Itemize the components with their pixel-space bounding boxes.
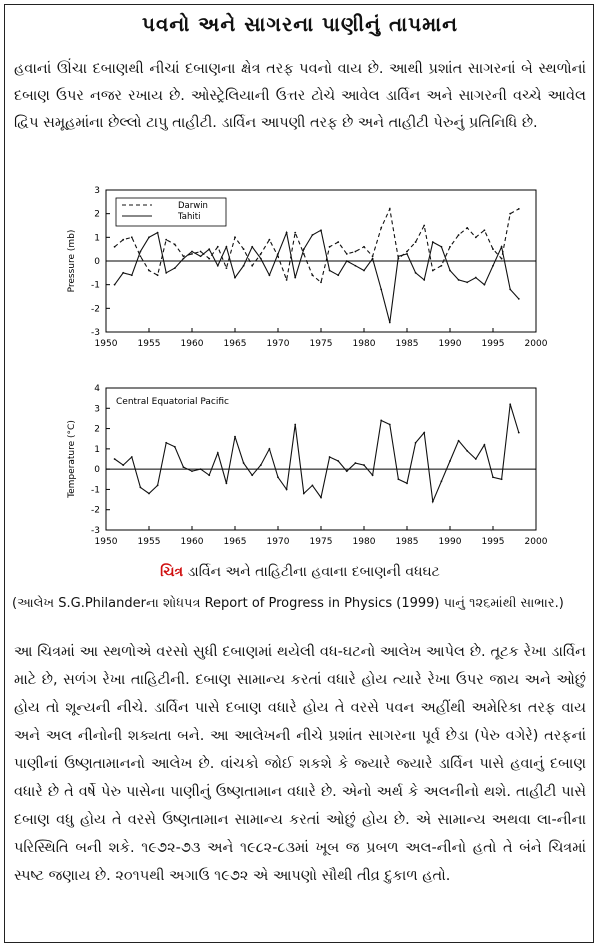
data-point <box>191 251 193 253</box>
series-line-temperature <box>115 404 519 501</box>
data-point <box>337 241 339 243</box>
plot-frame <box>106 388 536 530</box>
data-point <box>423 432 425 434</box>
data-point <box>449 270 451 272</box>
data-point <box>458 234 460 236</box>
data-point <box>518 432 520 434</box>
data-point <box>243 462 245 464</box>
data-point <box>423 279 425 281</box>
y-tick-label: 2 <box>94 424 100 435</box>
y-tick-label: -2 <box>91 304 100 315</box>
data-point <box>140 251 142 253</box>
data-point <box>501 478 503 480</box>
data-point <box>518 208 520 210</box>
data-point <box>286 232 288 234</box>
data-point <box>346 253 348 255</box>
data-point <box>329 270 331 272</box>
data-point <box>303 253 305 255</box>
data-point <box>208 258 210 260</box>
x-tick-label: 1980 <box>352 537 376 547</box>
y-tick-label: 0 <box>94 465 100 476</box>
x-tick-label: 1985 <box>395 339 419 349</box>
data-point <box>320 497 322 499</box>
data-point <box>243 265 245 267</box>
data-point <box>320 281 322 283</box>
data-point <box>415 272 417 274</box>
data-point <box>406 251 408 253</box>
data-point <box>389 322 391 324</box>
data-point <box>466 450 468 452</box>
data-point <box>234 436 236 438</box>
data-point <box>346 470 348 472</box>
data-point <box>191 253 193 255</box>
data-point <box>337 460 339 462</box>
data-point <box>398 478 400 480</box>
data-point <box>355 251 357 253</box>
data-point <box>389 424 391 426</box>
data-point <box>380 227 382 229</box>
data-point <box>320 229 322 231</box>
x-tick-label: 1995 <box>481 537 505 547</box>
data-point <box>217 265 219 267</box>
figure-caption <box>0 564 600 580</box>
data-point <box>441 265 443 267</box>
data-point <box>294 277 296 279</box>
data-point <box>372 474 374 476</box>
x-tick-label: 1970 <box>266 537 290 547</box>
data-point <box>355 462 357 464</box>
data-point <box>372 258 374 260</box>
data-point <box>346 260 348 262</box>
data-point <box>380 289 382 291</box>
data-point <box>122 272 124 274</box>
page-title: પવનો અને સાગરના પાણીનું તાપમાન <box>141 12 459 36</box>
data-point <box>398 255 400 257</box>
x-tick-label: 1965 <box>223 339 247 349</box>
data-point <box>148 270 150 272</box>
data-point <box>251 474 253 476</box>
data-point <box>312 234 314 236</box>
data-point <box>234 277 236 279</box>
x-tick-label: 2000 <box>524 339 548 349</box>
data-point <box>122 239 124 241</box>
data-point <box>475 458 477 460</box>
data-point <box>432 241 434 243</box>
chart-title: Central Equatorial Pacific <box>116 397 229 407</box>
pressure-chart <box>60 182 550 362</box>
data-point <box>501 258 503 260</box>
y-tick-label: -1 <box>91 280 100 291</box>
data-point <box>217 246 219 248</box>
data-point <box>389 208 391 210</box>
data-point <box>183 255 185 257</box>
data-point <box>277 476 279 478</box>
data-point <box>269 274 271 276</box>
data-point <box>114 458 116 460</box>
data-point <box>260 253 262 255</box>
explanation-paragraph: આ ચિત્રમાં આ સ્થળોએ વરસો સુધી દબાણમાં થયેલી વધ-ઘટનો આલેખ આપેલ છે. તૂટક રેખા ડાર્વિન માટે છે, સળંગ રેખા તાહિટીની. દબાણ સામાન્ય કરતાં વધારે હોય ત્યારે રેખા ઉપર જાય અને ઓછું હોય તો શૂન્યની નીચે. ડાર્વિન પાસે દબાણ વધારે હોય તે વરસે પવન અહીંથી અમેરિકા તરફ વાય અને અલ નીનોની શક્યતા બને. આ આલેખની નીચે પ્રશાંત સાગરના પૂર્વ છેડા (પેરુ વગેરે) તરફનાં પાણીનાં ઉષ્ણતામાનનો આલેખ છે. વાંચકો જોઈ શકશે કે જ્યારે જ્યારે ડાર્વિન પાસે હવાનું દબાણ વધારે છે તે વર્ષે પેરુ પાસેના પાણીનું ઉષ્ણતામાન વધારે છે. એનો અર્થ કે અલનીનો થશે. તાહીટી પાસે દબાણ વધુ હોય તે વરસે ઉષ્ણતામાન સામાન્ય કરતાં ઓછું હોય છે. એ સામાન્ય અથવા લા-નીના પરિસ્થિતિ બની શકે. ૧૯૭૨-૭૩ અને ૧૯૮૨-૮૩માં ખૂબ જ પ્રબળ અલ-નીનો હતો તે બંને ચિત્રમાં સ્પષ્ટ જણાય છે. ૨૦૧૫થી અગાઉ ૧૯૭૨ એ આપણો સૌથી તીવ્ર દુકાળ હતો. <box>14 644 586 884</box>
data-point <box>441 246 443 248</box>
data-point <box>355 265 357 267</box>
data-point <box>114 246 116 248</box>
data-point <box>415 241 417 243</box>
data-point <box>183 258 185 260</box>
y-tick-label: 3 <box>94 404 100 415</box>
data-point <box>200 255 202 257</box>
y-tick-label: 0 <box>94 257 100 267</box>
data-point <box>458 440 460 442</box>
x-tick-label: 1950 <box>94 537 118 547</box>
data-point <box>432 270 434 272</box>
data-point <box>131 236 133 238</box>
data-point <box>509 289 511 291</box>
data-point <box>449 460 451 462</box>
data-point <box>509 403 511 405</box>
data-point <box>449 246 451 248</box>
y-tick-label: -1 <box>91 485 100 496</box>
x-tick-label: 1995 <box>481 339 505 349</box>
data-point <box>122 464 124 466</box>
data-point <box>492 248 494 250</box>
legend-label: Darwin <box>178 201 208 211</box>
data-point <box>484 444 486 446</box>
data-point <box>423 225 425 227</box>
data-point <box>363 464 365 466</box>
data-point <box>157 274 159 276</box>
data-point <box>312 484 314 486</box>
figure-credit: (આલેખ S.G.Philanderના શોધપત્ર Report of Progress in Physics (1999) પાનું ૧૨૬માંથી સાભાર.) <box>12 596 564 611</box>
y-axis-label: Temperature (°C) <box>67 420 77 498</box>
data-point <box>484 284 486 286</box>
data-point <box>475 236 477 238</box>
x-tick-label: 1955 <box>137 339 161 349</box>
data-point <box>183 466 185 468</box>
data-point <box>475 277 477 279</box>
data-point <box>294 232 296 234</box>
data-point <box>277 253 279 255</box>
x-tick-label: 1980 <box>352 339 376 349</box>
data-point <box>492 476 494 478</box>
data-point <box>191 470 193 472</box>
temperature-chart <box>60 380 550 560</box>
data-point <box>208 474 210 476</box>
data-point <box>518 298 520 300</box>
data-point <box>208 248 210 250</box>
data-point <box>148 236 150 238</box>
x-tick-label: 1975 <box>309 339 333 349</box>
data-point <box>286 279 288 281</box>
intro-paragraph: હવાનાં ઊંચા દબાણથી નીચાં દબાણના ક્ષેત્ર તરફ પવનો વાય છે. આથી પ્રશાંત સાગરનાં બે સ્થળોનાં દબાણ ઉપર નજર રખાય છે. ઓસ્ટ્રેલિયાની ઉત્તર ટોચે આવેલ ડાર્વિન અને સાગરની વચ્ચે આવેલ દ્વિપ સમૂહમાંના છેલ્લો ટાપુ તાહીટી. ડાર્વિન આપણી તરફ છે અને તાહીટી પેરુનું પ્રતિનિધિ છે. <box>14 61 586 131</box>
data-point <box>484 229 486 231</box>
data-point <box>269 448 271 450</box>
data-point <box>509 213 511 215</box>
data-point <box>466 227 468 229</box>
data-point <box>260 464 262 466</box>
data-point <box>174 446 176 448</box>
y-axis-label: Pressure (mb) <box>67 229 77 293</box>
y-tick-label: -3 <box>91 526 100 536</box>
data-point <box>303 248 305 250</box>
x-tick-label: 1990 <box>438 339 462 349</box>
figure-label: ચિત્ર <box>160 564 184 580</box>
x-tick-label: 1990 <box>438 537 462 547</box>
data-point <box>200 468 202 470</box>
data-point <box>303 493 305 495</box>
data-point <box>415 442 417 444</box>
data-point <box>269 239 271 241</box>
data-point <box>501 246 503 248</box>
data-point <box>174 267 176 269</box>
data-point <box>243 248 245 250</box>
data-point <box>226 267 228 269</box>
data-point <box>363 246 365 248</box>
data-point <box>251 265 253 267</box>
data-point <box>492 265 494 267</box>
data-point <box>148 493 150 495</box>
legend-label: Tahiti <box>178 212 201 222</box>
data-point <box>372 255 374 257</box>
data-point <box>165 442 167 444</box>
x-tick-label: 1985 <box>395 537 419 547</box>
data-point <box>234 236 236 238</box>
data-point <box>165 272 167 274</box>
data-point <box>251 246 253 248</box>
y-tick-label: 2 <box>94 209 100 220</box>
data-point <box>140 487 142 489</box>
x-tick-label: 1950 <box>94 339 118 349</box>
data-point <box>140 255 142 257</box>
data-point <box>329 246 331 248</box>
y-tick-label: -2 <box>91 505 100 516</box>
x-tick-label: 1955 <box>137 537 161 547</box>
data-point <box>286 489 288 491</box>
figure-caption-text: ડાર્વિન અને તાહિટીના હવાના દબાણની વધઘટ <box>183 564 440 580</box>
data-point <box>380 420 382 422</box>
data-point <box>294 424 296 426</box>
data-point <box>200 251 202 253</box>
y-tick-label: 1 <box>94 444 100 455</box>
data-point <box>406 253 408 255</box>
legend-box <box>116 198 226 226</box>
x-tick-label: 1960 <box>180 537 204 547</box>
data-point <box>217 452 219 454</box>
data-point <box>174 244 176 246</box>
data-point <box>157 484 159 486</box>
data-point <box>226 482 228 484</box>
x-tick-label: 1975 <box>309 537 333 547</box>
x-tick-label: 1965 <box>223 537 247 547</box>
y-tick-label: 4 <box>94 384 100 394</box>
y-tick-label: 3 <box>94 186 100 196</box>
data-point <box>312 274 314 276</box>
data-point <box>131 274 133 276</box>
y-tick-label: 1 <box>94 233 100 244</box>
data-point <box>466 281 468 283</box>
data-point <box>329 456 331 458</box>
x-tick-label: 1970 <box>266 339 290 349</box>
data-point <box>406 482 408 484</box>
data-point <box>458 279 460 281</box>
x-tick-label: 2000 <box>524 537 548 547</box>
data-point <box>363 270 365 272</box>
data-point <box>131 456 133 458</box>
data-point <box>157 232 159 234</box>
data-point <box>226 246 228 248</box>
data-point <box>165 239 167 241</box>
data-point <box>337 274 339 276</box>
data-point <box>441 480 443 482</box>
data-point <box>260 258 262 260</box>
data-point <box>432 501 434 503</box>
y-tick-label: -3 <box>91 328 100 338</box>
x-tick-label: 1960 <box>180 339 204 349</box>
data-point <box>114 284 116 286</box>
